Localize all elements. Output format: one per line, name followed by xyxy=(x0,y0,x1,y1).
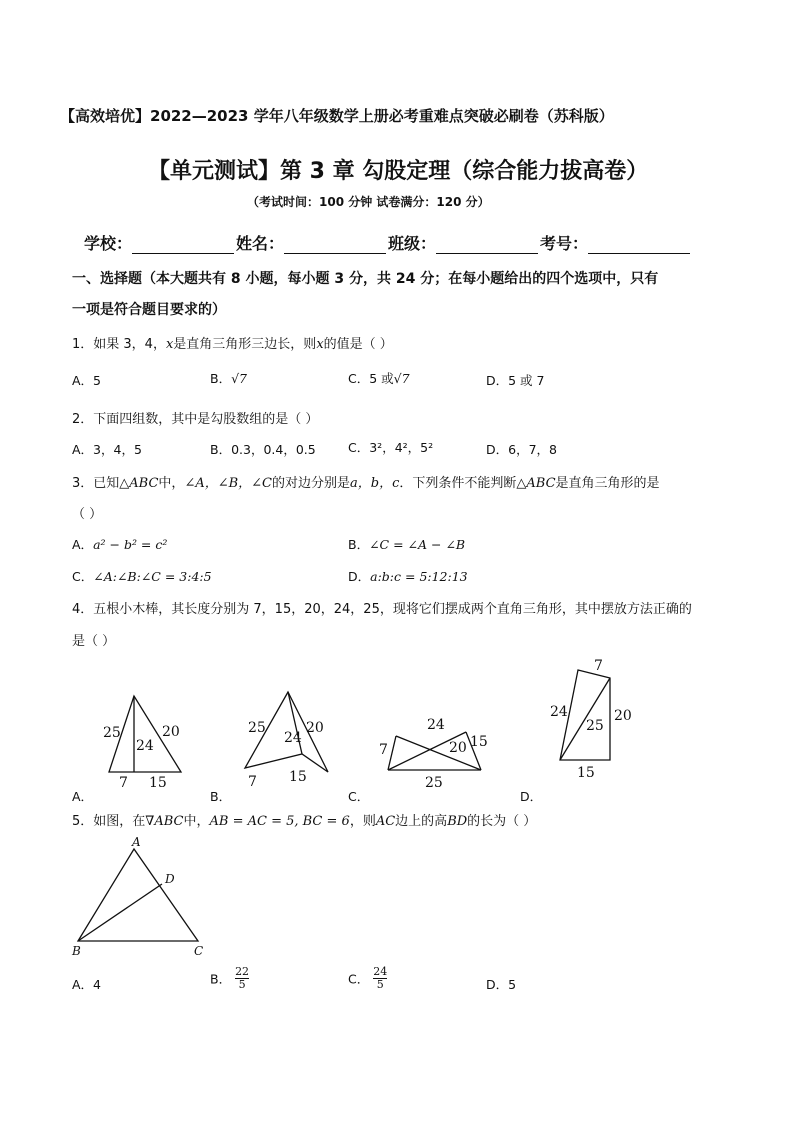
q4-figure-c xyxy=(388,732,481,770)
q5-option-d[interactable]: D．5 xyxy=(486,977,517,992)
q2-option-d[interactable]: D．6，7，8 xyxy=(486,442,557,457)
q1-stem: 1．如果 3，4，x是直角三角形三边长，则x的值是（ ） xyxy=(72,337,393,352)
q3-option-b[interactable]: B．∠C = ∠A − ∠B xyxy=(348,537,466,552)
q1-option-b[interactable]: B．√7 xyxy=(210,371,247,386)
svg-text:24: 24 xyxy=(550,704,568,720)
svg-text:7: 7 xyxy=(119,775,128,791)
school-label: 学校： xyxy=(84,234,133,253)
svg-text:7: 7 xyxy=(594,658,603,674)
q2-stem: 2．下面四组数，其中是勾股数组的是（ ） xyxy=(72,412,319,427)
svg-text:15: 15 xyxy=(577,765,595,781)
q1-option-c[interactable]: C．5 或√7 xyxy=(348,371,410,386)
q4-option-a[interactable]: A． xyxy=(72,789,94,804)
svg-text:20: 20 xyxy=(162,724,180,740)
header-line: 【高效培优】2022—2023 学年八年级数学上册必考重难点突破必刷卷（苏科版） xyxy=(60,107,614,125)
q4-stem-line1: 4．五根小木棒，其长度分别为 7，15，20，24，25，现将它们摆成两个直角三角形，其中摆放方法正确的 xyxy=(72,602,692,617)
page-title: 【单元测试】第 3 章 勾股定理（综合能力拔高卷） xyxy=(148,159,649,184)
svg-text:24: 24 xyxy=(136,738,154,754)
svg-text:25: 25 xyxy=(586,718,604,734)
q1-option-d[interactable]: D．5 或 7 xyxy=(486,373,545,388)
svg-text:15: 15 xyxy=(289,769,307,785)
q4-option-c[interactable]: C． xyxy=(348,789,370,804)
svg-text:20: 20 xyxy=(449,740,467,756)
number-label: 考号： xyxy=(540,234,589,253)
q5-option-a[interactable]: A．4 xyxy=(72,977,102,992)
q5-option-b-fraction: $\frac{22}{5}$ xyxy=(235,965,250,991)
svg-text:20: 20 xyxy=(614,708,632,724)
q3-stem: 3．已知△ABC中，∠A，∠B，∠C的对边分别是a，b，c．下列条件不能判断△ABC是直角三角形的是 xyxy=(72,476,660,491)
q2-option-b[interactable]: B．0.3，0.4，0.5 xyxy=(210,442,316,457)
svg-text:7: 7 xyxy=(379,742,388,758)
section1-line2: 一项是符合题目要求的） xyxy=(72,302,226,318)
q4-option-b[interactable]: B． xyxy=(210,789,232,804)
q3-option-d[interactable]: D．a:b:c = 5:12:13 xyxy=(348,569,468,584)
name-label: 姓名： xyxy=(236,234,285,253)
exam-info: （考试时间：100 分钟 试卷满分：120 分） xyxy=(247,195,490,209)
q5-option-c[interactable]: C． $\frac{24}{5}$ xyxy=(348,965,388,991)
q1-option-a[interactable]: A．5 xyxy=(72,373,102,388)
svg-text:15: 15 xyxy=(470,734,488,750)
q5-stem: 5．如图，在∇ABC中，AB = AC = 5, BC = 6，则AC边上的高BD的长为（ ） xyxy=(72,814,537,829)
svg-text:15: 15 xyxy=(149,775,167,791)
class-label: 班级： xyxy=(388,234,437,253)
q3-stem-line2: （ ） xyxy=(72,507,103,522)
q3-option-a[interactable]: A．a² − b² = c² xyxy=(72,537,168,552)
q5-figure xyxy=(78,849,198,941)
section1-line1: 一、选择题（本大题共有 8 小题，每小题 3 分，共 24 分；在每小题给出的四个选项中，只有 xyxy=(72,271,659,287)
svg-text:25: 25 xyxy=(425,775,443,791)
q4-option-d[interactable]: D． xyxy=(520,789,543,804)
q5-option-b[interactable]: B． $\frac{22}{5}$ xyxy=(210,965,250,991)
svg-text:A: A xyxy=(132,835,141,849)
q4-stem-line2: 是（ ） xyxy=(72,634,116,649)
svg-text:24: 24 xyxy=(427,717,445,733)
svg-text:B: B xyxy=(72,944,81,958)
svg-text:7: 7 xyxy=(248,774,257,790)
q2-option-a[interactable]: A．3，4，5 xyxy=(72,442,142,457)
svg-text:25: 25 xyxy=(248,720,266,736)
q2-option-c[interactable]: C．3²，4²，5² xyxy=(348,440,434,455)
svg-text:20: 20 xyxy=(306,720,324,736)
q3-option-c[interactable]: C．∠A:∠B:∠C = 3:4:5 xyxy=(72,569,212,584)
svg-text:24: 24 xyxy=(284,730,302,746)
q5-option-c-fraction: $\frac{24}{5}$ xyxy=(373,965,388,991)
svg-text:D: D xyxy=(165,872,175,886)
svg-text:25: 25 xyxy=(103,725,121,741)
svg-text:C: C xyxy=(194,944,204,958)
